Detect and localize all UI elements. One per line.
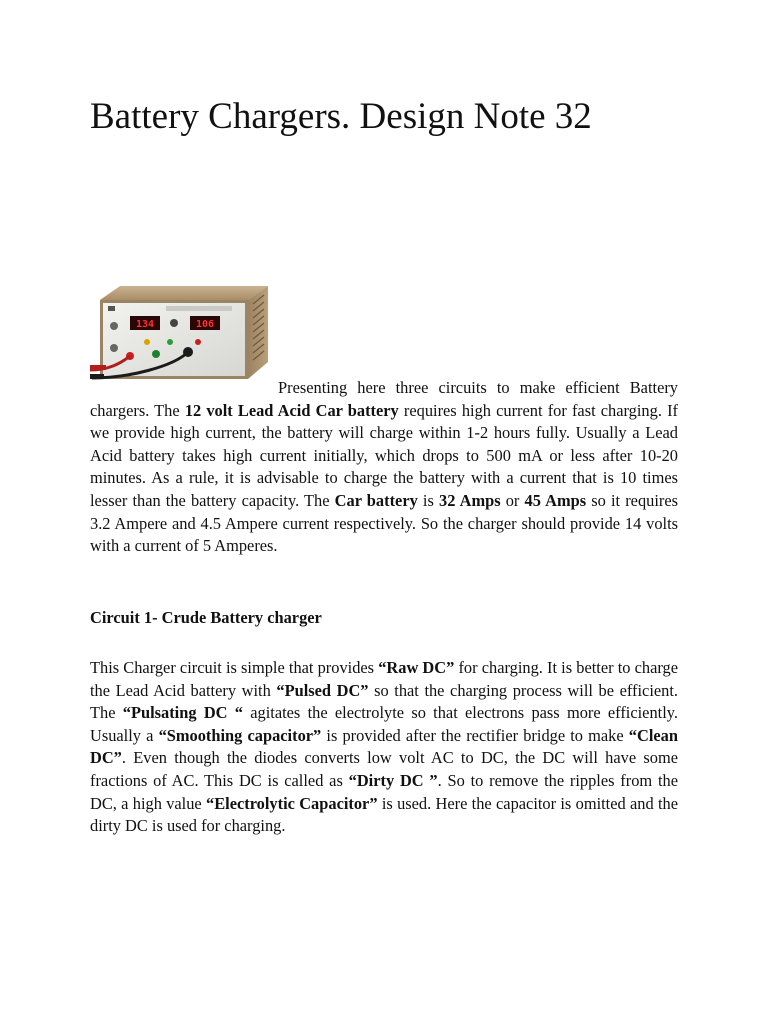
bold-term: “Smoothing capacitor” (158, 725, 322, 745)
body-paragraph (90, 657, 678, 838)
svg-text:134: 134 (135, 319, 155, 330)
bold-term: 45 Amps (524, 490, 587, 510)
text-run: This Charger circuit is simple that provides (90, 658, 379, 677)
intro-paragraph (90, 377, 678, 558)
text-run: so it requires 3.2 Ampere and 4.5 Ampere current respectively. So the charger should provide 14 volts with a current of 5 Amperes. (90, 490, 678, 556)
text-run: Presenting here three circuits to make efficient Battery chargers. The (90, 378, 678, 420)
text-run: agitates the electrolyte so that electrons pass more efficiently. Usually a (90, 703, 678, 745)
text-run: is used. Here the capacitor is omitted and the dirty DC is used for charging. (90, 793, 679, 836)
bold-term: Car battery (334, 490, 418, 510)
battery-charger-image (90, 282, 272, 384)
bold-term: “Pulsating DC “ (122, 703, 243, 723)
bold-term: “Raw DC” (378, 658, 455, 677)
text-run: or (500, 490, 525, 510)
bold-term: “Electrolytic Capacitor” (206, 793, 378, 813)
bold-term: 32 Amps (439, 490, 501, 510)
svg-text:106: 106 (195, 319, 215, 330)
text-run: is provided after the rectifier bridge to make (321, 725, 629, 745)
battery-charger-photo-icon (90, 282, 272, 384)
bold-term: “Dirty DC ” (348, 770, 438, 790)
document-title: Battery Chargers. Design Note 32 (90, 96, 592, 137)
section-heading: Circuit 1- Crude Battery charger (90, 608, 322, 627)
text-run: for charging. It is better to charge the Lead Acid battery with (90, 658, 678, 700)
text-run: is (417, 490, 439, 510)
text-run: . So to remove the ripples from the DC, a high value (90, 770, 678, 813)
bold-term: 12 volt Lead Acid Car battery (184, 400, 399, 420)
text-run: . Even though the diodes converts low volt AC to DC, the DC will have some fractions of AC. This DC is called as (90, 748, 678, 790)
bold-term: “Clean DC” (90, 725, 678, 768)
text-run: so that the charging process will be efficient. The (90, 680, 679, 723)
bold-term: “Pulsed DC” (276, 680, 369, 700)
text-run: requires high current for fast charging. If we provide high current, the battery will charge within 1-2 hours fully. Usually a Lead Acid battery takes high current initially, which drops to 500 mA or less after 10-20 minutes. As a rule, it is advisable to charge the battery with a current that is 10 times lesser than the battery capacity. The (90, 400, 678, 510)
